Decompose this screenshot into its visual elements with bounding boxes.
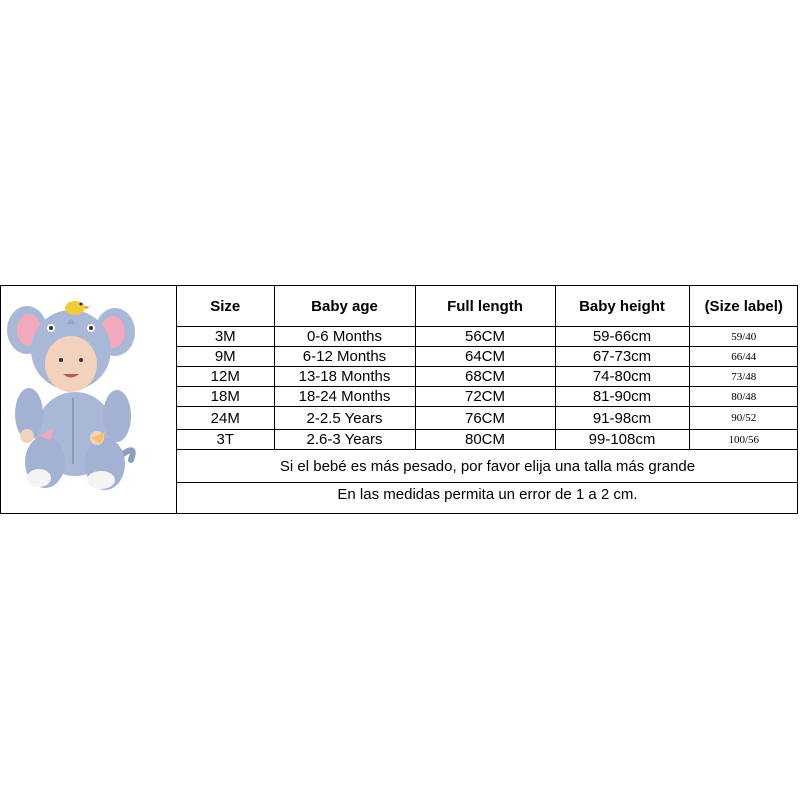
cell-baby-height: 91-98cm xyxy=(555,407,689,430)
header-size: Size xyxy=(177,286,274,327)
header-baby-height: Baby height xyxy=(555,286,689,327)
note-row-measurement-error xyxy=(177,483,798,506)
table-row xyxy=(177,387,798,407)
header-size-label: (Size label) xyxy=(689,286,798,327)
cell-full-length: 68CM xyxy=(415,367,555,387)
cell-baby-age: 2.6-3 Years xyxy=(274,430,415,450)
cell-full-length: 56CM xyxy=(415,327,555,347)
cell-baby-age: 2-2.5 Years xyxy=(274,407,415,430)
cell-size: 9M xyxy=(177,347,274,367)
table-row xyxy=(177,367,798,387)
cell-baby-age: 0-6 Months xyxy=(274,327,415,347)
header-full-length: Full length xyxy=(415,286,555,327)
baby-elephant-costume-photo xyxy=(5,294,173,502)
cell-size: 3M xyxy=(177,327,274,347)
cell-baby-height: 99-108cm xyxy=(555,430,689,450)
cell-size: 12M xyxy=(177,367,274,387)
header-baby-age: Baby age xyxy=(274,286,415,327)
cell-baby-height: 81-90cm xyxy=(555,387,689,407)
cell-size: 3T xyxy=(177,430,274,450)
table-row xyxy=(177,430,798,450)
note-heavier-baby: Si el bebé es más pesado, por favor elija una talla más grande xyxy=(177,450,798,483)
header-row xyxy=(177,286,798,327)
cell-baby-age: 6-12 Months xyxy=(274,347,415,367)
cell-size: 24M xyxy=(177,407,274,430)
size-chart-frame xyxy=(0,285,798,514)
cell-size-label: 80/48 xyxy=(689,387,798,407)
cell-size: 18M xyxy=(177,387,274,407)
cell-full-length: 64CM xyxy=(415,347,555,367)
size-chart-table xyxy=(177,286,798,505)
cell-baby-height: 59-66cm xyxy=(555,327,689,347)
product-photo-cell xyxy=(1,286,177,513)
cell-baby-age: 18-24 Months xyxy=(274,387,415,407)
note-row-heavier-baby xyxy=(177,450,798,483)
table-row xyxy=(177,327,798,347)
table-row xyxy=(177,347,798,367)
cell-size-label: 59/40 xyxy=(689,327,798,347)
cell-full-length: 80CM xyxy=(415,430,555,450)
cell-baby-height: 74-80cm xyxy=(555,367,689,387)
note-measurement-error: En las medidas permita un error de 1 a 2 cm. xyxy=(177,483,798,506)
table-row xyxy=(177,407,798,430)
cell-size-label: 73/48 xyxy=(689,367,798,387)
cell-size-label: 90/52 xyxy=(689,407,798,430)
cell-size-label: 100/56 xyxy=(689,430,798,450)
cell-baby-height: 67-73cm xyxy=(555,347,689,367)
cell-baby-age: 13-18 Months xyxy=(274,367,415,387)
cell-full-length: 76CM xyxy=(415,407,555,430)
cell-size-label: 66/44 xyxy=(689,347,798,367)
cell-full-length: 72CM xyxy=(415,387,555,407)
